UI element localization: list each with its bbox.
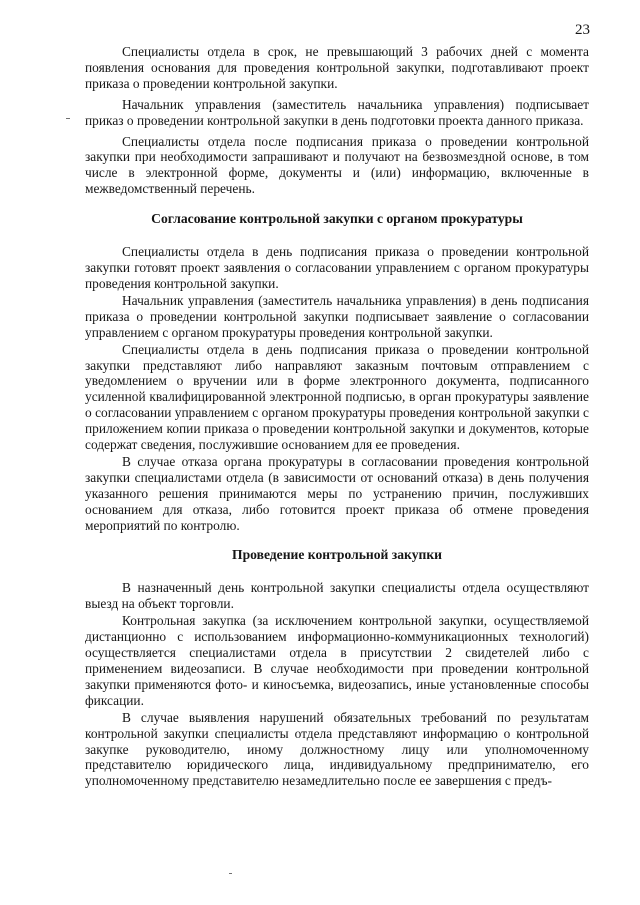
paragraph: Специалисты отдела в срок, не превышающий 3 рабочих дней с момента появления основания для проведения контрольной закупки, подготавливают проект приказа о проведении контрольной закупки.: [85, 44, 589, 91]
paragraph: В назначенный день контрольной закупки специалисты отдела осуществляют выезд на объект торговли.: [85, 580, 589, 612]
page-number: 23: [575, 22, 590, 38]
paragraph: Начальник управления (заместитель начальника управления) подписывает приказ о проведении контрольной закупки в день подготовки проекта данного приказа.: [85, 96, 589, 128]
section-heading: Согласование контрольной закупки с органом прокуратуры: [151, 211, 523, 227]
scan-speck: [66, 118, 70, 119]
paragraph: Контрольная закупка (за исключением контрольной закупки, осуществляемой дистанционно с использованием информационно-коммуникационных технологий) осуществляется специалистами отдела в присутствии 2 свидетелей либо с применением видеозаписи. В случае необходимости при проведении контрольной закупки применяются фото- и киносъемка, видеозапись, иные установленные способы фиксации.: [85, 613, 589, 708]
paragraph: Специалисты отдела после подписания приказа о проведении контрольной закупки при необходимости запрашивают и получают на безвозмездной основе, в том числе в электронной форме, документы и (или) информацию, включенные в межведомственный перечень.: [85, 133, 589, 197]
scan-speck: [229, 873, 232, 874]
paragraph: Специалисты отдела в день подписания приказа о проведении контрольной закупки представляют либо направляют заказным почтовым отправлением с уведомлением о вручении или в форме электронного документа, подписанного усиленной квалифицированной электронной подписью, в орган прокуратуры заявление о согласовании управлением с органом прокуратуры проведения контрольной закупки с приложением копии приказа о проведении контрольной закупки и документов, которые содержат сведения, послужившие основанием для ее проведения.: [85, 341, 589, 453]
paragraph: В случае выявления нарушений обязательных требований по результатам контрольной закупки специалисты отдела представляют информацию о контрольной закупке руководителю, иному должностному лицу или уполномоченному представителю юридического лица, индивидуальному предпринимателю, его уполномоченному представителю незамедлительно после ее завершения с предъ-: [85, 709, 589, 789]
paragraph: Начальник управления (заместитель начальника управления) в день подписания приказа о проведении контрольной закупки подписывает заявление о согласовании управлением с органом прокуратуры проведения контрольной закупки.: [85, 292, 589, 340]
paragraph: В случае отказа органа прокуратуры в согласовании проведения контрольной закупки специалистами отдела (в зависимости от оснований отказа) в день получения указанного решения принимаются меры по устранению причин, послуживших основанием для отказа, либо готовится проект приказа об отмене проведения мероприятий по контролю.: [85, 453, 589, 533]
section-heading: Проведение контрольной закупки: [232, 547, 442, 563]
document-body: [85, 44, 589, 790]
paragraph: Специалисты отдела в день подписания приказа о проведении контрольной закупки готовят проект заявления о согласовании управлением с органом прокуратуры проведения контрольной закупки.: [85, 244, 589, 291]
